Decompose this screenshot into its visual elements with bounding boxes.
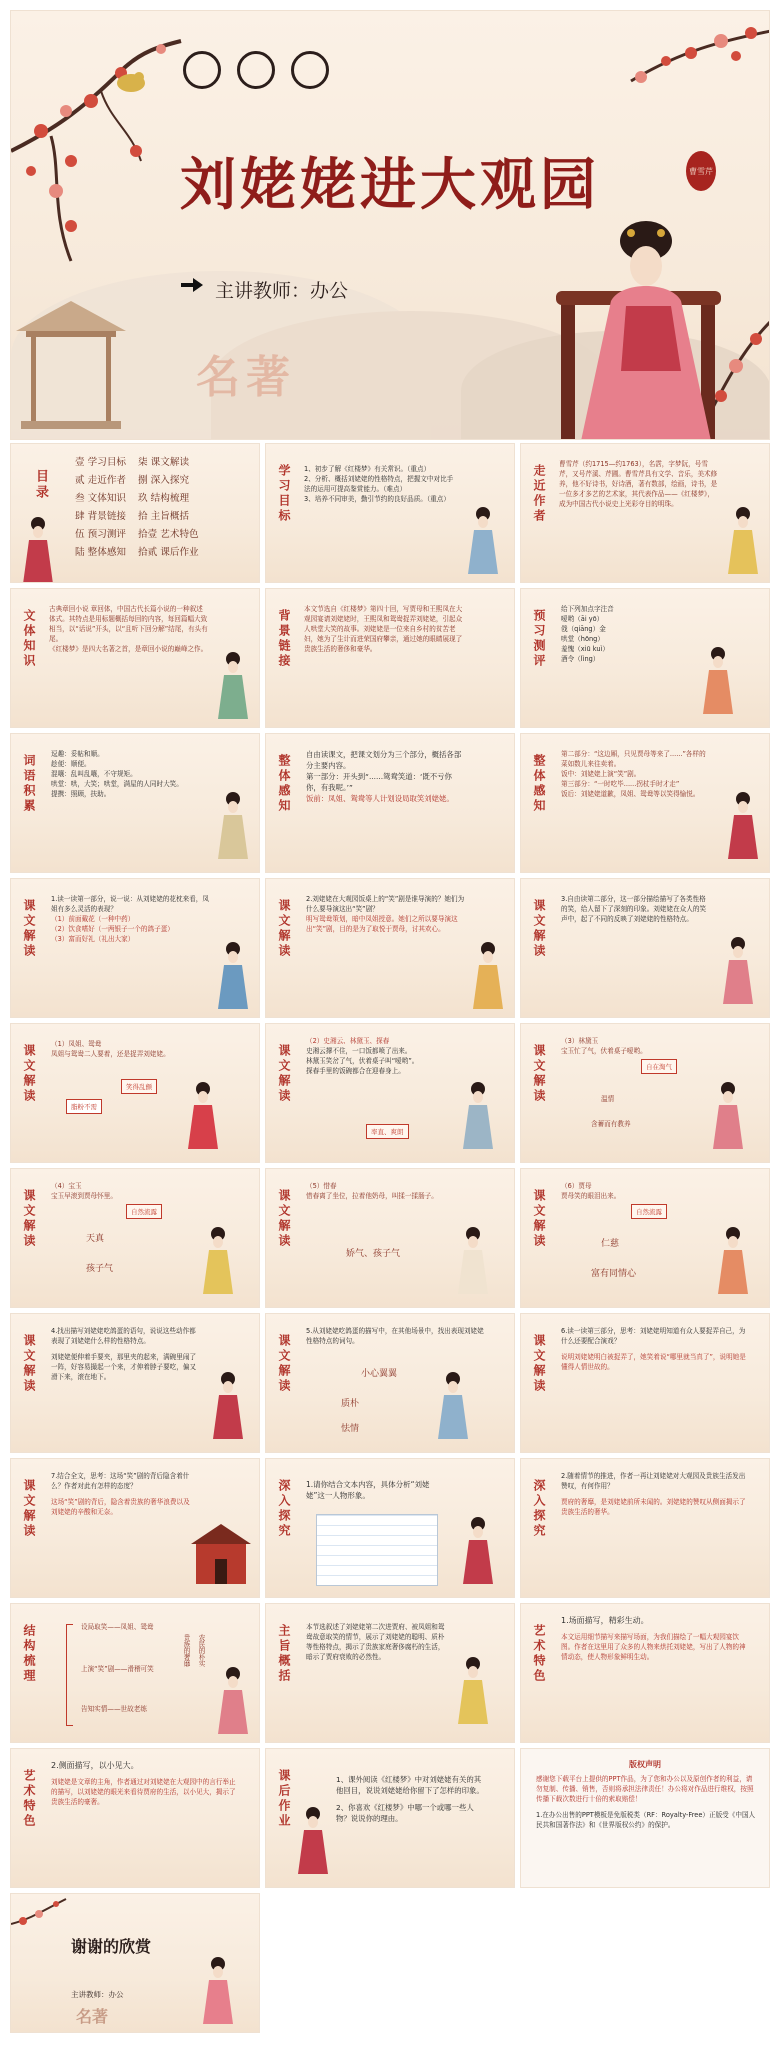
- slide-body: 4.找出描写刘姥姥吃鸽蛋的语句，说说这些动作都表现了刘姥姥什么样的性格特点。: [51, 1327, 196, 1345]
- slide-body: 探春手里的饭碗都合在迎春身上。: [306, 1067, 405, 1075]
- slide-body: 贾府的奢靡，是刘姥姥前所未闻的。刘姥姥的赞叹从侧面揭示了贵族生活的奢华。: [561, 1498, 746, 1516]
- toc-slide[interactable]: [10, 443, 260, 583]
- slide-vocabulary[interactable]: [10, 733, 260, 873]
- lady-figure-illustration: [211, 1369, 245, 1439]
- decorative-circle: [183, 51, 221, 89]
- slide-body: 说明刘姥姥明白被捉弄了，她笑着说“哪里就当真了”，说明她是懂得人情世故的。: [561, 1353, 746, 1371]
- slide-title: 课文解读: [22, 1044, 36, 1104]
- trait-tag: 笑得乱颤: [121, 1079, 157, 1094]
- trait-label: 小心翼翼: [361, 1369, 398, 1379]
- slide-body: （1）前面戴花（一种中药）: [51, 915, 135, 923]
- slide-title: 文体知识: [22, 609, 36, 669]
- slide-body: 明写鸳鸯策划，暗中凤姐授意。她们之所以要导演这出“笑”剧，目的是为了取悦于贾母，讨其欢心。: [306, 915, 458, 933]
- slide-title: 课文解读: [22, 899, 36, 959]
- mingzhu-label: 名著: [76, 2007, 109, 2026]
- slide-homework[interactable]: [265, 1748, 515, 1888]
- toc-item[interactable]: 柒 课文解读: [138, 457, 190, 468]
- lady-figure-illustration: [551, 211, 751, 440]
- slide-title: 课文解读: [277, 899, 291, 959]
- lady-figure-illustration: [216, 1664, 250, 1734]
- slide-body: 1.请你结合文本内容，具体分析“刘姥姥”这一人物形象。: [306, 1480, 430, 1500]
- slide-body: 刘姥姥是文章的主角，作者通过对刘姥姥在大观园中的言行举止的描写，以刘姥姥的眼光来看待贾府的生活，以小见大，揭示了贵族生活的豪奢。: [51, 1778, 236, 1806]
- lady-figure-illustration: [466, 504, 500, 574]
- lady-figure-illustration: [216, 789, 250, 859]
- slide-body: 自由读课文，把课文划分为三个部分，概括各部分主要内容。: [306, 750, 462, 770]
- palace-illustration: [191, 1519, 251, 1589]
- slide-title: 艺术特色: [532, 1624, 546, 1684]
- pavilion-icon: [11, 291, 131, 440]
- plum-blossom-branch-icon: [11, 1894, 71, 1954]
- lady-figure-illustration: [21, 514, 55, 583]
- trait-label: 怯情: [341, 1424, 360, 1434]
- slide-reading-4[interactable]: [10, 1023, 260, 1163]
- slide-body: 趁便：顺便。: [51, 760, 91, 768]
- slide-reading-13[interactable]: [10, 1458, 260, 1598]
- slide-title: 课文解读: [532, 899, 546, 959]
- slide-reading-1[interactable]: [10, 878, 260, 1018]
- slide-reading-7[interactable]: [10, 1168, 260, 1308]
- slide-title: 课文解读: [277, 1044, 291, 1104]
- toc-item[interactable]: 拾壹 艺术特色: [138, 529, 199, 540]
- slide-theme[interactable]: [265, 1603, 515, 1743]
- slide-reading-12[interactable]: [520, 1313, 770, 1453]
- slide-art-2[interactable]: [10, 1748, 260, 1888]
- thanks-slide[interactable]: [10, 1893, 260, 2033]
- slide-overview-2[interactable]: [520, 733, 770, 873]
- toc-title: 目录: [33, 469, 48, 501]
- slide-reading-5[interactable]: [265, 1023, 515, 1163]
- grid-paper: [316, 1514, 438, 1586]
- lady-figure-illustration: [726, 504, 760, 574]
- slide-title: 课文解读: [277, 1189, 291, 1249]
- toc-item[interactable]: 捌 深入探究: [138, 475, 190, 486]
- slide-title: 背景链接: [277, 609, 291, 669]
- trait-tag: 脂粉不需: [66, 1099, 102, 1114]
- toc-item[interactable]: 玖 结构梳理: [138, 493, 190, 504]
- slide-body: 饭前：凤姐、鸳鸯等人计划设局取笑刘姥姥。: [306, 794, 454, 803]
- trait-label: 娇气、孩子气: [346, 1249, 401, 1259]
- slide-title: 课文解读: [532, 1189, 546, 1249]
- slide-body: 2.刘姥姥在大观园饭桌上的“笑”剧是谁导演的？她们为什么要导演这出“笑”剧？: [306, 895, 465, 913]
- slide-body: 1.读一读第一部分，说一说：从刘姥姥的花枕来看，凤姐有多么灵活的表现？: [51, 895, 209, 913]
- slide-body: 戗（qiāng）金: [561, 625, 606, 633]
- slide-body: 哄堂（hōng）: [561, 635, 604, 643]
- lady-figure-illustration: [461, 1514, 495, 1584]
- slide-body: 这场“笑”剧的背后，隐含着贵族的奢华浪费以及刘姥姥的辛酸和无奈。: [51, 1498, 190, 1516]
- slide-body: 刘姥姥便伸着手要夹，那里夹的起来，满碗里闹了一阵，好容易撮起一个来，才伸着脖子要吃，偏又滑下来，滚在地下。: [51, 1353, 197, 1381]
- arrow-right-icon: [181, 278, 203, 292]
- toc-item[interactable]: 拾 主旨概括: [138, 511, 190, 522]
- slide-body: 2.侧面描写，以小见大。: [51, 1761, 139, 1770]
- lady-figure-illustration: [726, 789, 760, 859]
- slide-body: （5）惜春: [306, 1182, 337, 1190]
- trait-tag: 自在淘气: [641, 1059, 677, 1074]
- slide-title: 课文解读: [277, 1334, 291, 1394]
- slide-title: 学习目标: [277, 464, 291, 524]
- lady-figure-illustration: [461, 1079, 495, 1149]
- slide-background[interactable]: [265, 588, 515, 728]
- slide-body: 逗趣：妥帖和顺。: [51, 750, 104, 758]
- slide-title: 整体感知: [532, 754, 546, 814]
- slide-body: 古典章回小说 章回体，中国古代长篇小说的一种叙述体式。其特点是用标题概括每回的内容，每回篇幅大致相当，以“话说”开头，以“且听下回分解”结尾，有头有尾。: [49, 605, 208, 643]
- slide-title: 预习测评: [532, 609, 546, 669]
- slide-overview-1[interactable]: [265, 733, 515, 873]
- toc-item[interactable]: 伍 预习测评: [75, 529, 127, 540]
- decorative-circle: [291, 51, 329, 89]
- structure-item: 农民的朴实: [197, 1634, 205, 1667]
- decorative-circle: [237, 51, 275, 89]
- slide-body: 第三部分：“一时吃毕......拐杖手时才走”: [561, 780, 680, 788]
- slide-copyright[interactable]: [520, 1748, 770, 1888]
- slide-reading-11[interactable]: [265, 1313, 515, 1453]
- lady-figure-illustration: [711, 1079, 745, 1149]
- lady-figure-illustration: [716, 1224, 750, 1294]
- structure-item: 告知实情——世故老练: [81, 1705, 147, 1713]
- slide-body: 饭中：刘姥姥上演“笑”剧。: [561, 770, 641, 778]
- slide-reading-8[interactable]: [265, 1168, 515, 1308]
- trait-label: 质朴: [341, 1399, 360, 1409]
- slide-reading-9[interactable]: [520, 1168, 770, 1308]
- trait-label: 富有同情心: [591, 1269, 637, 1279]
- slide-body: 7.结合全文，思考：这场“笑”剧的背后隐含着什么？作者对此有怎样的态度？: [51, 1472, 190, 1490]
- slide-body: 2.随着情节的推进，作者一再让刘姥姥对大观园及贵族生活发出赞叹，有何作用？: [561, 1472, 746, 1490]
- slide-body: 本文运用细节描写来描写场面，为我们描绘了一幅大观园宴饮图。作者在这里用了众多的人物来烘托刘姥姥，写出了人物的神情动态，使人物形象鲜明生动。: [561, 1633, 746, 1661]
- toc-item[interactable]: 叁 文体知识: [75, 493, 127, 504]
- lady-figure-illustration: [296, 1804, 330, 1874]
- slide-explore-2[interactable]: [520, 1458, 770, 1598]
- slide-body: 嗳哟（āi yō）: [561, 615, 604, 623]
- slide-genre[interactable]: [10, 588, 260, 728]
- slide-reading-10[interactable]: [10, 1313, 260, 1453]
- trait-tag: 自然流露: [631, 1204, 667, 1219]
- slide-structure[interactable]: [10, 1603, 260, 1743]
- slide-body: 5.从刘姥姥吃鸽蛋的描写中，在其他场景中，找出表现刘姥姥性格特点的词句。: [306, 1327, 484, 1345]
- toc-item[interactable]: 贰 走近作者: [75, 475, 127, 486]
- slide-body: 1、初步了解《红楼梦》有关常识。（重点） 2、分析、概括刘姥姥的性格特点，把握文中对比手法的运用可提高鉴赏能力。（难点） 3、培养不同审美，勤引节约的良好品质。（重点）: [304, 465, 454, 503]
- lady-figure-illustration: [471, 939, 505, 1009]
- slide-body: 哄堂：哄，大笑；哄堂，满屋的人同时大笑。: [51, 780, 183, 788]
- slide-body: 6.读一读第三部分，思考：刘姥姥明知道有众人要捉弄自己，为什么还要配合演戏？: [561, 1327, 746, 1345]
- lady-figure-illustration: [216, 649, 250, 719]
- slide-body: 感谢您下载平台上提供的PPT作品，为了您和办公以及原创作者的利益，请勿复制、传播、销售，否则将承担法律责任！办公将对作品进行维权，按照传播下载次数进行十倍的索取赔偿！: [536, 1775, 754, 1803]
- slide-body: （6）贾母: [561, 1182, 592, 1190]
- slide-body: 酒令（lìng）: [561, 655, 600, 663]
- slide-body: （3）富而好礼（礼出大家）: [51, 935, 135, 943]
- slide-title: 课后作业: [277, 1769, 291, 1829]
- slide-reading-3[interactable]: [520, 878, 770, 1018]
- toc-item[interactable]: 肆 背景链接: [75, 511, 127, 522]
- structure-item: 设局取笑——凤姐、鸳鸯: [81, 1623, 154, 1631]
- slide-body: 混嚷：乱叫乱嚷，不守规矩。: [51, 770, 137, 778]
- toc-item[interactable]: 壹 学习目标: [75, 457, 127, 468]
- slide-body: 本文节选自《红楼梦》第四十回，写贾母和王熙凤在大观园宴请刘姥姥时，王熙凤和鸳鸯捉弄刘姥姥，引起众人哄堂大笑的故事。刘姥姥是一位来自乡村的贫苦老妇，她为了生计而进荣国府攀亲，通过她的眼睛展现了贵族生活的奢侈和豪华。: [304, 605, 463, 653]
- thanks-title: 谢谢的欣赏: [71, 1937, 152, 1956]
- slide-title: 课文解读: [22, 1479, 36, 1539]
- trait-label: 含蓄而有教养: [591, 1120, 631, 1128]
- slide-body: 提携：照顾，扶助。: [51, 790, 111, 798]
- slide-body: 3.自由读第二部分，这一部分描绘描写了各类性格的笑，给人留下了深刻的印象。刘姥姥在众人的笑声中，起了不同的反映了刘姥姥的性格特点。: [561, 895, 707, 923]
- slide-reading-2[interactable]: [265, 878, 515, 1018]
- slide-title: 版权声明: [629, 1760, 661, 1769]
- slide-body: 林黛玉笑岔了气，伏着桌子叫“嗳哟”。: [306, 1057, 419, 1065]
- slide-body: （4）宝玉: [51, 1182, 82, 1190]
- slide-body: 贾母笑的眼泪出来。: [561, 1192, 621, 1200]
- slide-body: 1.在办公出售的PPT模板是免版税类（RF：Royalty-Free）正版受《中国人民共和国著作法》和《世界版权公约》的保护。: [536, 1811, 756, 1829]
- lady-figure-illustration: [436, 1369, 470, 1439]
- slide-body: 给下列加点字注音: [561, 605, 614, 613]
- slide-body: 2、你喜欢《红楼梦》中哪一个或哪一些人物？说说你的理由。: [336, 1803, 474, 1823]
- slide-title: 课文解读: [22, 1334, 36, 1394]
- lady-figure-illustration: [701, 644, 735, 714]
- trait-label: 孩子气: [86, 1264, 114, 1274]
- slide-title: 深入探究: [532, 1479, 546, 1539]
- slide-title: 课文解读: [22, 1189, 36, 1249]
- cover-slide[interactable]: [10, 10, 770, 440]
- teacher-name: 主讲教师：办公: [71, 1990, 124, 1999]
- plum-blossom-branch-icon: [571, 11, 770, 131]
- slide-body: 1、课外阅读《红楼梦》中对刘姥姥有关的其他回目，说说刘姥姥给你留下了怎样的印象。: [336, 1775, 484, 1795]
- slide-body: （2）史湘云、林黛玉、探春: [306, 1037, 390, 1045]
- slide-body: 饭后：刘姥姥道歉，凤姐、鸳鸯等以笑得愉悦。: [561, 790, 700, 798]
- slide-title: 课文解读: [532, 1044, 546, 1104]
- toc-item[interactable]: 陆 整体感知: [75, 547, 127, 558]
- slide-body: （1）凤姐、鸳鸯: [51, 1040, 102, 1048]
- lady-figure-illustration: [456, 1224, 490, 1294]
- slide-body: 惜春离了坐位，拉着他奶母，叫揉一揉肠子。: [306, 1192, 438, 1200]
- slide-body: 本节选叙述了刘姥姥第二次进贾府、被凤姐和鸳鸯故意取笑的情节，展示了刘姥姥的聪明、质朴等性格特点，揭示了贵族家庭奢侈腐朽的生活，暗示了贾府衰败的必然性。: [306, 1623, 445, 1661]
- slide-body: 1.场面描写，精彩生动。: [561, 1616, 649, 1625]
- trait-tag: 自然流露: [126, 1204, 162, 1219]
- slide-body: 曹雪芹（约1715—约1763），名霑，字梦阮，号雪芹，又号芹溪、芹圃。曹雪芹具有文学、音乐，美术修养，他不好诗书，好诗酒，著有数部，绘画，诗书，是一位多才多艺的艺术家，其代表作品——《红楼梦》，成为中国古代小说史上光彩夺目的明珠。: [559, 460, 718, 508]
- bracket: [66, 1624, 73, 1726]
- seal-stamp: 曹雪芹: [686, 151, 716, 191]
- slide-title: 走近作者: [532, 464, 546, 524]
- slide-body: 羞愧（xiū kuì）: [561, 645, 610, 653]
- slide-body: 第二部分：“这边厢，只见贾母等来了......”各样的菜如数儿来往卖着。: [561, 750, 706, 768]
- slide-body: 《红楼梦》是四大名著之首，是章回小说的巅峰之作。: [49, 645, 208, 653]
- trait-label: 仁慈: [601, 1239, 620, 1249]
- slide-title: 结构梳理: [22, 1624, 36, 1684]
- structure-item: 贵族的奢靡: [182, 1634, 190, 1667]
- teacher-name: 主讲教师：办公: [215, 280, 349, 302]
- slide-title: 词语积累: [22, 754, 36, 814]
- slide-title: 深入探究: [277, 1479, 291, 1539]
- lady-figure-illustration: [201, 1954, 235, 2024]
- slide-body: （2）饮食嗜好（一两银子一个的鸽子蛋）: [51, 925, 174, 933]
- lady-figure-illustration: [721, 934, 755, 1004]
- lady-figure-illustration: [201, 1224, 235, 1294]
- trait-label: 温情: [601, 1095, 615, 1103]
- structure-item: 上演“笑”剧——滑稽可笑: [81, 1665, 154, 1673]
- slide-body: 史湘云撑不住，一口饭都喷了出来。: [306, 1047, 412, 1055]
- cover-title: 刘姥姥进大观园: [180, 152, 600, 218]
- toc-item[interactable]: 拾贰 课后作业: [138, 547, 199, 558]
- slide-body: 凤姐与鸳鸯二人要着，还是捉弄刘姥姥。: [51, 1050, 170, 1058]
- slide-body: （3）林黛玉: [561, 1037, 599, 1045]
- slide-learning-goals[interactable]: [265, 443, 515, 583]
- lady-figure-illustration: [456, 1654, 490, 1724]
- mingzhu-label: 名著: [196, 352, 296, 403]
- slide-title: 整体感知: [277, 754, 291, 814]
- trait-label: 天真: [86, 1234, 105, 1244]
- slide-title: 艺术特色: [22, 1769, 36, 1829]
- slide-art-1[interactable]: [520, 1603, 770, 1743]
- toc-table: [69, 452, 205, 560]
- slide-reading-6[interactable]: [520, 1023, 770, 1163]
- trait-tag: 率直、爽朗: [366, 1124, 409, 1139]
- slide-preview-test[interactable]: [520, 588, 770, 728]
- slide-body: 第一部分：开头到“......鸳鸯笑道：‘既不亏你你，有我呢。’”: [306, 772, 452, 792]
- slide-body: 宝玉早滚到贾母怀里。: [51, 1192, 117, 1200]
- slide-author[interactable]: [520, 443, 770, 583]
- slide-title: 主旨概括: [277, 1624, 291, 1684]
- slide-body: 宝玉忙了气，伏着桌子嗳哟。: [561, 1047, 647, 1055]
- slide-title: 课文解读: [532, 1334, 546, 1394]
- lady-figure-illustration: [186, 1079, 220, 1149]
- slide-explore-1[interactable]: [265, 1458, 515, 1598]
- lady-figure-illustration: [216, 939, 250, 1009]
